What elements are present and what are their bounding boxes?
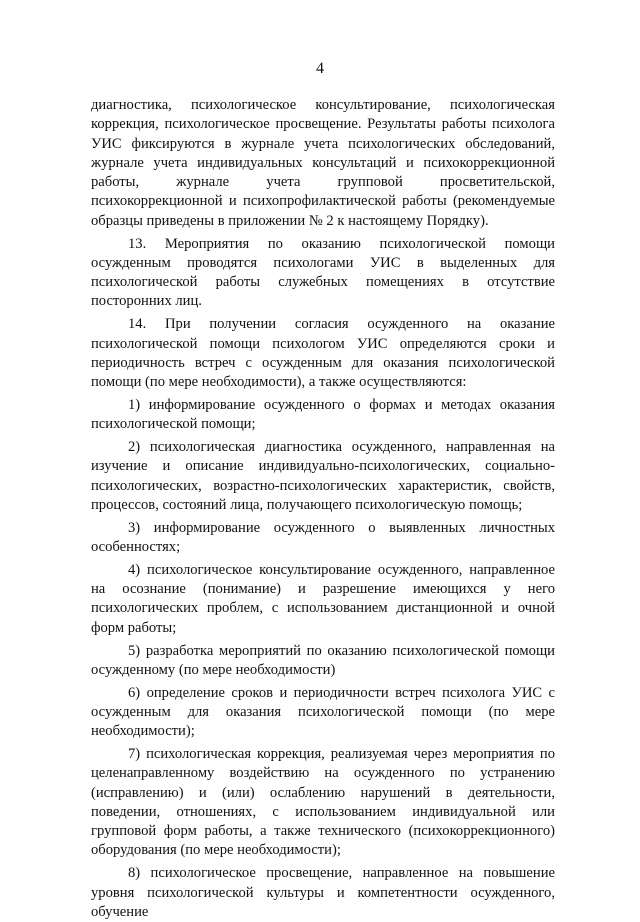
list-item: 1) информирование осужденного о формах и методах оказания психологической помощи; — [91, 396, 555, 433]
list-item: 2) психологическая диагностика осужденного, направленная на изучение и описание индивидуально-психологических, социально-психологических, возрастно-психологических характеристик, свойств, процессов, состояний лица, получающего психологическую помощь; — [91, 439, 555, 513]
paragraph: 13. Мероприятия по оказанию психологической помощи осужденным проводятся психологами УИС в выделенных для психологической работы служебных помещениях в отсутствие посторонних лиц. — [91, 235, 555, 310]
document-body — [91, 96, 555, 922]
list-item: 3) информирование осужденного о выявленных личностных особенностях; — [91, 519, 555, 556]
paragraph: 14. При получении согласия осужденного на оказание психологической помощи психологом УИС определяются сроки и периодичность встреч с осужденным для оказания психологической помощи (по мере необходимости), а также осуществляются: — [91, 316, 555, 391]
list-item: 8) психологическое просвещение, направленное на повышение уровня психологической культуры и компетентности осужденного, обучение — [91, 865, 555, 920]
list-item: 4) психологическое консультирование осужденного, направленное на осознание (понимание) и разрешение имеющихся у него психологических проблем, с использованием дистанционной и очной форм работы; — [91, 561, 555, 636]
page-number: 4 — [316, 60, 324, 77]
list-item: 5) разработка мероприятий по оказанию психологической помощи осужденному (по мере необходимости) — [91, 642, 555, 678]
list-item: 6) определение сроков и периодичности встреч психолога УИС с осужденным для оказания психологической помощи (по мере необходимости); — [91, 684, 555, 740]
paragraph: диагностика, психологическое консультирование, психологическая коррекция, психологическое просвещение. Результаты работы психолога УИС фиксируются в журнале учета психологических обследований, журнале учета индивидуальных консультаций и психокоррекционной работы, журнале учета групповой просветительской, психокоррекционной и психопрофилактической работы (рекомендуемые образцы приведены в приложении № 2 к настоящему Порядку). — [91, 97, 555, 229]
list-item: 7) психологическая коррекция, реализуемая через мероприятия по целенаправленному воздействию на осужденного по устранению (исправлению) и (или) ослаблению нарушений в деятельности, поведении, отношениях, с использованием индивидуальной или групповой форм работы, а также технического (психокоррекционного) оборудования (по мере необходимости); — [91, 746, 555, 859]
